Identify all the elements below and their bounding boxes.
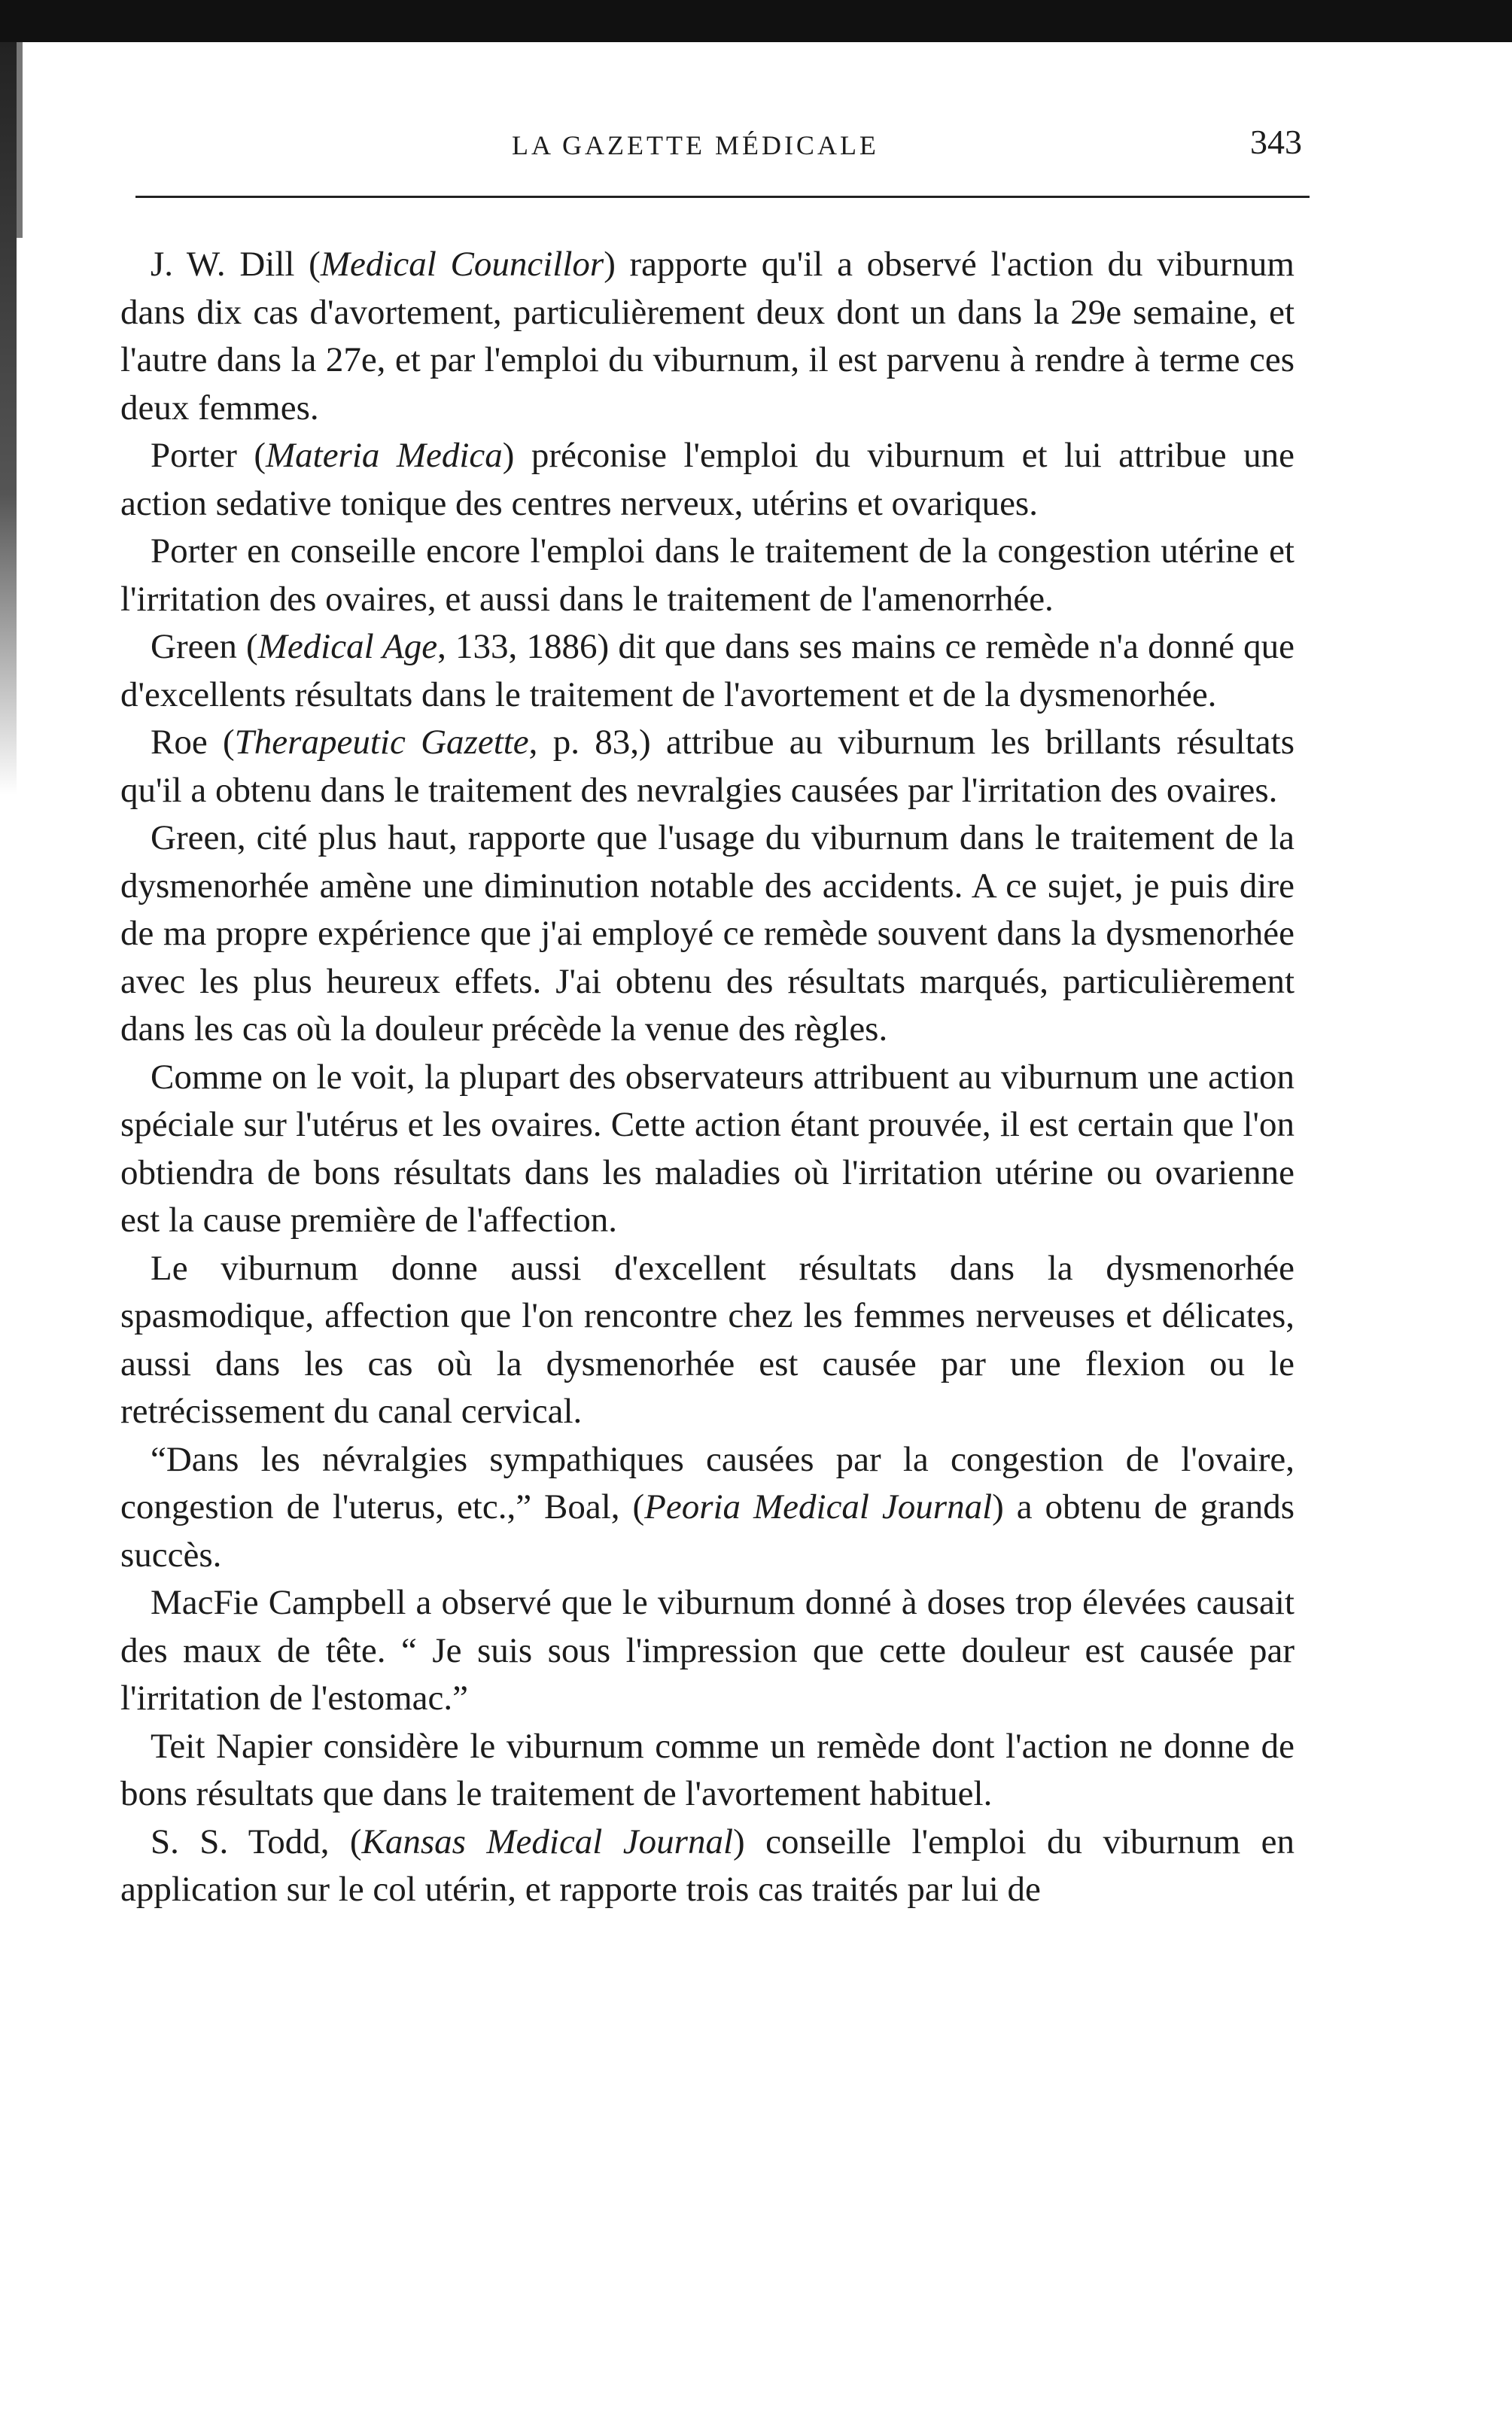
header-rule [135, 196, 1310, 198]
paragraph: Porter (Materia Medica) préconise l'emploi du viburnum et lui attribue une action sedative tonique des centres nerveux, utérins et ovariques. [120, 436, 1294, 523]
paragraph: S. S. Todd, (Kansas Medical Journal) conseille l'emploi du viburnum en application sur le col utérin, et rapporte trois cas traités par lui de [120, 1822, 1295, 1909]
paragraph: Roe (Therapeutic Gazette, p. 83,) attribue au viburnum les brillants résultats qu'il a obtenu dans le traitement des nevralgies causées par l'irritation des ovaires. [120, 723, 1294, 810]
paragraph: Teit Napier considère le viburnum comme un remède dont l'action ne donne de bons résultats que dans le traitement de l'avortement habituel. [120, 1726, 1294, 1813]
page-header [120, 113, 1310, 173]
scan-border-top [0, 0, 1512, 42]
paragraph: Green, cité plus haut, rapporte que l'usage du viburnum dans le traitement de la dysmenorhée amène une diminution notable des accidents. A ce sujet, je puis dire de ma propre expérience que j'ai employé ce remède souvent dans la dysmenorhée avec les plus heureux effets. J'ai obtenu des résultats marqués, particulièrement dans les cas où la douleur précède la venue des règles. [120, 818, 1294, 1049]
paragraph: Porter en conseille encore l'emploi dans le traitement de la congestion utérine et l'irritation des ovaires, et aussi dans le traitement de l'amenorrhée. [120, 531, 1294, 619]
scan-border-left [0, 42, 17, 795]
paragraph: Comme on le voit, la plupart des observateurs attribuent au viburnum une action spéciale sur l'utérus et les ovaires. Cette action étant prouvée, il est certain que l'on obtiendra de bons résultats dans les maladies où l'irritation utérine ou ovarienne est la cause première de l'affection. [120, 1057, 1294, 1240]
running-title: LA GAZETTE MÉDICALE [512, 130, 879, 160]
page-body [120, 241, 1294, 1914]
paragraph: MacFie Campbell a observé que le viburnum donné à doses trop élevées causait des maux de tête. “ Je suis sous l'impression que cette douleur est causée par l'irritation de l'estomac.” [120, 1583, 1294, 1718]
paragraph: Le viburnum donne aussi d'excellent résultats dans la dysmenorhée spasmodique, affection que l'on rencontre chez les femmes nerveuses et délicates, aussi dans les cas où la dysmenorhée est causée par une flexion ou le retrécissement du canal cervical. [120, 1248, 1294, 1431]
paragraph: Green (Medical Age, 133, 1886) dit que dans ses mains ce remède n'a donné que d'excellents résultats dans le traitement de l'avortement et de la dysmenorhée. [120, 627, 1295, 714]
paragraph: “Dans les névralgies sympathiques causées par la congestion de l'ovaire, congestion de l'uterus, etc.,” Boal, (Peoria Medical Journal) a obtenu de grands succès. [120, 1439, 1294, 1575]
page-number: 343 [1250, 123, 1302, 161]
scan-edge-mark [17, 42, 23, 238]
paragraph: J. W. Dill (Medical Councillor) rapporte qu'il a observé l'action du viburnum dans dix cas d'avortement, particulièrement deux dont un dans la 29e semaine, et l'autre dans la 27e, et par l'emploi du viburnum, il est parvenu à rendre à terme ces deux femmes. [120, 245, 1294, 428]
page [120, 113, 1310, 1909]
